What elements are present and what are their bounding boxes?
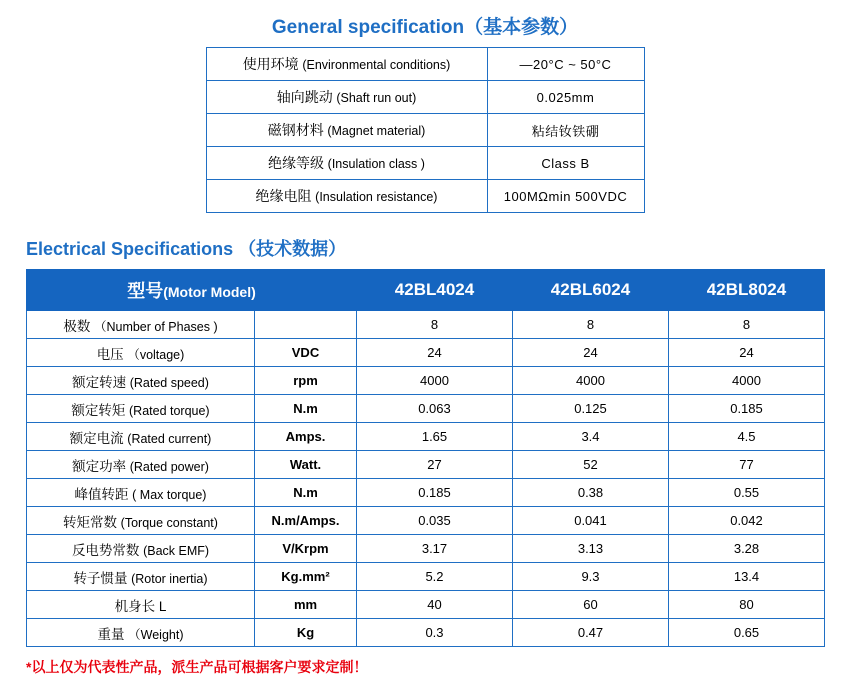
row-value-1: 0.035 [357, 507, 513, 535]
row-value-3: 3.28 [669, 535, 825, 563]
row-value-2: 4000 [513, 367, 669, 395]
row-label-en: (Torque constant) [120, 515, 218, 530]
row-value-1: 3.17 [357, 535, 513, 563]
general-row-label-cn: 使用环境 [242, 56, 299, 72]
table-row [27, 339, 825, 367]
general-specification-title-cn: （基本参数） [464, 17, 579, 38]
row-value-1: 0.185 [357, 479, 513, 507]
row-value-3: 77 [669, 451, 825, 479]
row-value-2: 0.38 [513, 479, 669, 507]
electrical-table-body [27, 311, 825, 647]
row-value-3: 80 [669, 591, 825, 619]
general-row-label-en: (Insulation resistance) [315, 190, 438, 204]
row-unit: Kg [255, 619, 357, 647]
table-row [27, 563, 825, 591]
table-header-row [27, 270, 825, 311]
row-label-cn: 机身长 L [114, 598, 167, 614]
row-value-3: 4000 [669, 367, 825, 395]
row-label-en: (Rotor inertia) [131, 571, 208, 586]
row-unit: Amps. [255, 423, 357, 451]
row-label-cn: 转矩常数 [63, 514, 118, 530]
table-row [27, 479, 825, 507]
row-value-3: 0.55 [669, 479, 825, 507]
electrical-specifications-title-cn: （技术数据） [238, 239, 347, 259]
row-unit: rpm [255, 367, 357, 395]
row-label [27, 451, 255, 479]
general-row-value: 粘结钕铁硼 [487, 114, 644, 147]
general-row-label [206, 147, 487, 180]
general-row-label [206, 180, 487, 213]
table-row [27, 367, 825, 395]
table-row [206, 180, 644, 213]
row-value-1: 1.65 [357, 423, 513, 451]
row-value-3: 8 [669, 311, 825, 339]
table-row [206, 48, 644, 81]
row-label [27, 591, 255, 619]
general-row-label-en: (Magnet material) [327, 124, 426, 138]
general-row-label-cn: 绝缘等级 [268, 155, 325, 171]
row-value-3: 24 [669, 339, 825, 367]
general-row-label-en: (Shaft run out) [336, 91, 417, 105]
row-value-1: 0.063 [357, 395, 513, 423]
row-label-cn: 峰值转距 [74, 486, 129, 502]
row-unit: Watt. [255, 451, 357, 479]
row-unit: V/Krpm [255, 535, 357, 563]
row-label-en: (Rated current) [127, 431, 212, 446]
table-row [27, 619, 825, 647]
table-row [27, 591, 825, 619]
table-row [27, 535, 825, 563]
row-label-en: (Rated torque) [129, 403, 210, 418]
row-value-1: 27 [357, 451, 513, 479]
row-value-3: 0.65 [669, 619, 825, 647]
row-value-3: 13.4 [669, 563, 825, 591]
table-row [206, 81, 644, 114]
general-row-label [206, 114, 487, 147]
row-label [27, 563, 255, 591]
row-value-1: 5.2 [357, 563, 513, 591]
row-value-2: 0.125 [513, 395, 669, 423]
general-row-value: 100MΩmin 500VDC [487, 180, 644, 213]
row-label [27, 423, 255, 451]
row-label-en: (Back EMF) [143, 543, 210, 558]
row-label-cn: 额定功率 [72, 458, 127, 474]
row-value-1: 0.3 [357, 619, 513, 647]
row-label-en: ( Max torque) [132, 487, 207, 502]
motor-model-en: (Motor Model) [163, 284, 256, 300]
row-value-1: 24 [357, 339, 513, 367]
row-label [27, 507, 255, 535]
general-specification-table-wrapper [0, 47, 850, 213]
row-unit: N.m/Amps. [255, 507, 357, 535]
general-specification-table [206, 47, 645, 213]
general-row-label [206, 48, 487, 81]
row-label-cn: 额定转速 [72, 374, 127, 390]
row-unit: mm [255, 591, 357, 619]
row-label-cn: 额定转矩 [71, 402, 126, 418]
general-row-value: Class B [487, 147, 644, 180]
general-row-label-en: (Environmental conditions) [302, 58, 451, 72]
electrical-table-head [27, 270, 825, 311]
footnote: *以上仅为代表性产品，派生产品可根据客户要求定制！ [26, 659, 368, 675]
row-label-cn: 极数 [63, 318, 91, 334]
general-row-label-cn: 绝缘电阻 [255, 188, 312, 204]
electrical-specifications-table [26, 269, 825, 647]
table-row [206, 114, 644, 147]
row-label [27, 479, 255, 507]
row-unit: N.m [255, 395, 357, 423]
electrical-specifications-table-wrapper [26, 269, 824, 647]
general-row-value: 0.025mm [487, 81, 644, 114]
row-value-2: 8 [513, 311, 669, 339]
row-label-en: （Number of Phases ) [93, 319, 218, 334]
row-value-3: 4.5 [669, 423, 825, 451]
row-unit: VDC [255, 339, 357, 367]
row-label [27, 395, 255, 423]
row-value-2: 24 [513, 339, 669, 367]
column-header-model-1: 42BL4024 [357, 270, 513, 311]
general-specification-title [0, 12, 850, 39]
motor-model-cn: 型号 [127, 281, 164, 301]
table-row [27, 507, 825, 535]
general-row-label-cn: 磁钢材料 [267, 122, 324, 138]
table-row [206, 147, 644, 180]
row-label [27, 619, 255, 647]
row-unit: Kg.mm² [255, 563, 357, 591]
row-value-1: 8 [357, 311, 513, 339]
row-label-cn: 额定电流 [69, 430, 124, 446]
row-label [27, 311, 255, 339]
table-row [27, 395, 825, 423]
column-header-motor-model [27, 270, 357, 311]
row-label-en: （Weight) [128, 627, 184, 642]
row-unit: N.m [255, 479, 357, 507]
row-label-cn: 电压 [96, 346, 124, 362]
row-label [27, 535, 255, 563]
general-row-label-en: (Insulation class ) [327, 157, 425, 171]
row-value-2: 0.47 [513, 619, 669, 647]
table-row [27, 311, 825, 339]
row-value-2: 9.3 [513, 563, 669, 591]
row-label [27, 367, 255, 395]
general-row-value: —20°C ~ 50°C [487, 48, 644, 81]
column-header-model-2: 42BL6024 [513, 270, 669, 311]
row-value-2: 3.13 [513, 535, 669, 563]
table-row [27, 423, 825, 451]
row-label [27, 339, 255, 367]
electrical-specifications-title [26, 235, 850, 261]
row-value-2: 3.4 [513, 423, 669, 451]
row-label-en: (Rated speed) [129, 375, 209, 390]
general-specification-body [206, 48, 644, 213]
row-value-2: 0.041 [513, 507, 669, 535]
row-unit [255, 311, 357, 339]
row-value-3: 0.042 [669, 507, 825, 535]
row-label-en: (Rated power) [129, 459, 209, 474]
row-label-cn: 重量 [97, 626, 125, 642]
column-header-model-3: 42BL8024 [669, 270, 825, 311]
row-label-cn: 反电势常数 [71, 542, 140, 558]
row-label-en: （voltage) [127, 347, 185, 362]
electrical-specifications-title-en: Electrical Specifications [26, 239, 234, 259]
general-specification-title-en: General specification [271, 17, 465, 38]
general-row-label [206, 81, 487, 114]
general-row-label-cn: 轴向跳动 [276, 89, 333, 105]
row-label-cn: 转子惯量 [73, 570, 128, 586]
table-row [27, 451, 825, 479]
row-value-2: 52 [513, 451, 669, 479]
row-value-1: 40 [357, 591, 513, 619]
row-value-1: 4000 [357, 367, 513, 395]
row-value-2: 60 [513, 591, 669, 619]
row-value-3: 0.185 [669, 395, 825, 423]
